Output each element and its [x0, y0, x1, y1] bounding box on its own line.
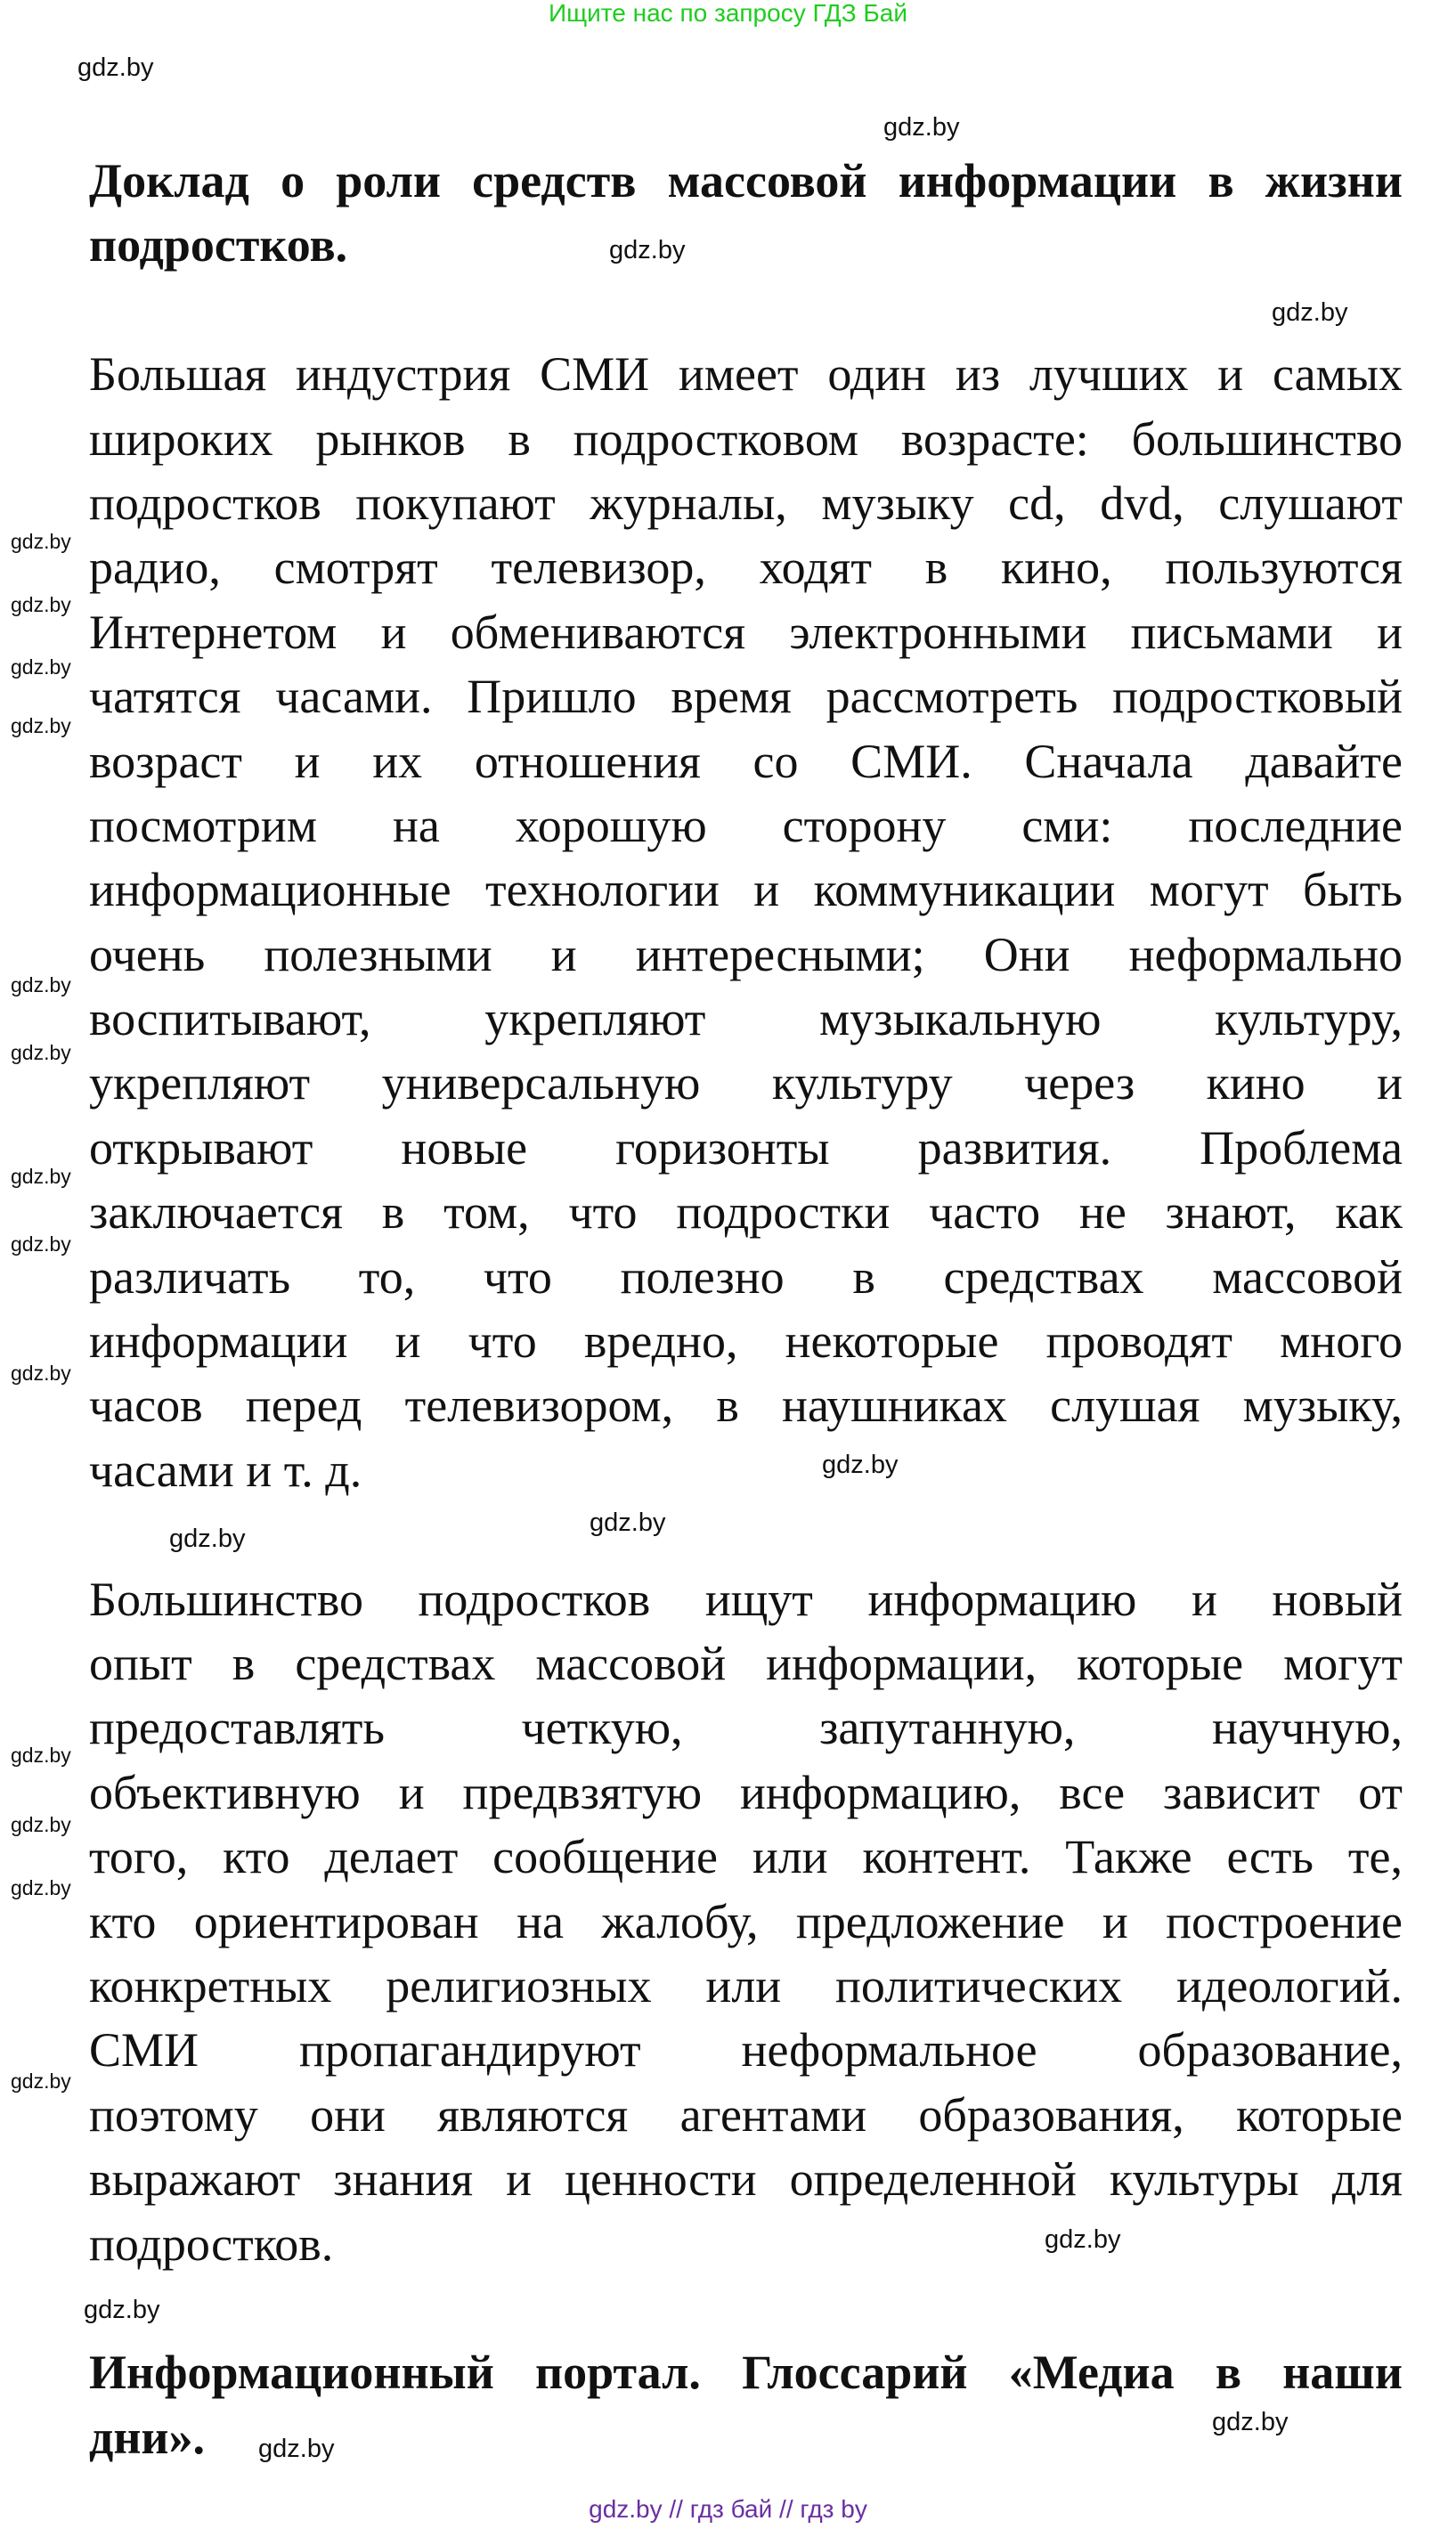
watermark: gdz.by — [1272, 298, 1348, 327]
paragraph-line: информационные технологии и коммуникации могут быть — [89, 863, 1403, 917]
paragraph-line: воспитывают, укрепляют музыкальную культуру, — [89, 992, 1403, 1046]
paragraph-line: часов перед телевизором, в наушниках слушая музыку, — [89, 1378, 1403, 1433]
watermark: gdz.by — [11, 530, 71, 553]
watermark: gdz.by — [590, 1508, 666, 1537]
watermark: gdz.by — [11, 1232, 71, 1256]
paragraph-line: того, кто делает сообщение или контент. Также есть те, — [89, 1830, 1403, 1884]
watermark: gdz.by — [11, 1165, 71, 1188]
watermark: gdz.by — [11, 1813, 71, 1836]
paragraph-line: конкретных религиозных или политических идеологий. — [89, 1958, 1403, 2013]
watermark: gdz.by — [84, 2296, 160, 2324]
paragraph-line: выражают знания и ценности определенной культуры для — [89, 2152, 1403, 2207]
watermark: gdz.by — [11, 2070, 71, 2093]
watermark: gdz.by — [11, 1362, 71, 1385]
watermark: gdz.by — [1045, 2225, 1121, 2254]
watermark: gdz.by — [11, 1041, 71, 1064]
heading-line: Доклад о роли средств массовой информации в жизни — [89, 154, 1403, 207]
paragraph-line: укрепляют универсальную культуру через кино и — [89, 1056, 1403, 1110]
paragraph-line: СМИ пропагандируют неформальное образование, — [89, 2023, 1403, 2078]
footer-links[interactable]: gdz.by // гдз бай // гдз by — [589, 2495, 867, 2523]
paragraph-line: поэтому они являются агентами образования, которые — [89, 2087, 1403, 2142]
paragraph-line: подростков покупают журналы, музыку cd, dvd, слушают — [89, 476, 1403, 530]
watermark: gdz.by — [11, 1744, 71, 1767]
paragraph-line: различать то, что полезно в средствах массовой — [89, 1249, 1403, 1304]
heading-line: Информационный портал. Глоссарий «Медиа в наши — [89, 2346, 1403, 2400]
paragraph-line: опыт в средствах массовой информации, которые могут — [89, 1636, 1403, 1690]
paragraph-line: подростков. — [89, 2216, 334, 2271]
document-body — [89, 149, 1403, 2469]
watermark: gdz.by — [883, 113, 960, 142]
paragraph-line: чатятся часами. Пришло время рассмотреть подростковый — [89, 670, 1403, 724]
watermark: gdz.by — [11, 973, 71, 996]
paragraph-line: Интернетом и обмениваются электронными письмами и — [89, 605, 1403, 659]
watermark: gdz.by — [11, 655, 71, 679]
paragraph-line: кто ориентирован на жалобу, предложение и построение — [89, 1894, 1403, 1948]
search-banner[interactable]: Ищите нас по запросу ГДЗ Бай — [548, 0, 908, 27]
paragraph-line: открывают новые горизонты развития. Проблема — [89, 1120, 1403, 1175]
watermark: gdz.by — [822, 1451, 899, 1479]
paragraph-line: очень полезными и интересными; Они неформально — [89, 927, 1403, 981]
spacer — [89, 1502, 1403, 1566]
paragraph-line: широких рынков в подростковом возрасте: большинство — [89, 411, 1403, 466]
paragraph-line: возраст и их отношения со СМИ. Сначала давайте — [89, 734, 1403, 788]
paragraph-line: Большая индустрия СМИ имеет один из лучших и самых — [89, 347, 1403, 402]
watermark: gdz.by — [11, 593, 71, 616]
watermark: gdz.by — [1212, 2408, 1289, 2436]
watermark: gdz.by — [77, 53, 154, 82]
watermark: gdz.by — [169, 1525, 246, 1553]
paragraph-line: радио, смотрят телевизор, ходят в кино, пользуются — [89, 541, 1403, 595]
spacer — [89, 2276, 1403, 2340]
watermark: gdz.by — [609, 236, 686, 264]
watermark: gdz.by — [258, 2435, 335, 2463]
watermark: gdz.by — [11, 1876, 71, 1899]
paragraph-line: информации и что вредно, некоторые проводят много — [89, 1314, 1403, 1369]
heading-line: подростков. — [89, 218, 348, 272]
paragraph-line: предоставлять четкую, запутанную, научную, — [89, 1701, 1403, 1755]
watermark: gdz.by — [11, 714, 71, 737]
paragraph-line: посмотрим на хорошую сторону сми: последние — [89, 798, 1403, 852]
paragraph-line: часами и т. д. — [89, 1443, 362, 1497]
paragraph-line: объективную и предвзятую информацию, все зависит от — [89, 1765, 1403, 1819]
paragraph-line: Большинство подростков ищут информацию и новый — [89, 1572, 1403, 1626]
heading-line: дни». — [89, 2410, 206, 2464]
paragraph-line: заключается в том, что подростки часто не знают, как — [89, 1185, 1403, 1240]
spacer — [89, 278, 1403, 342]
